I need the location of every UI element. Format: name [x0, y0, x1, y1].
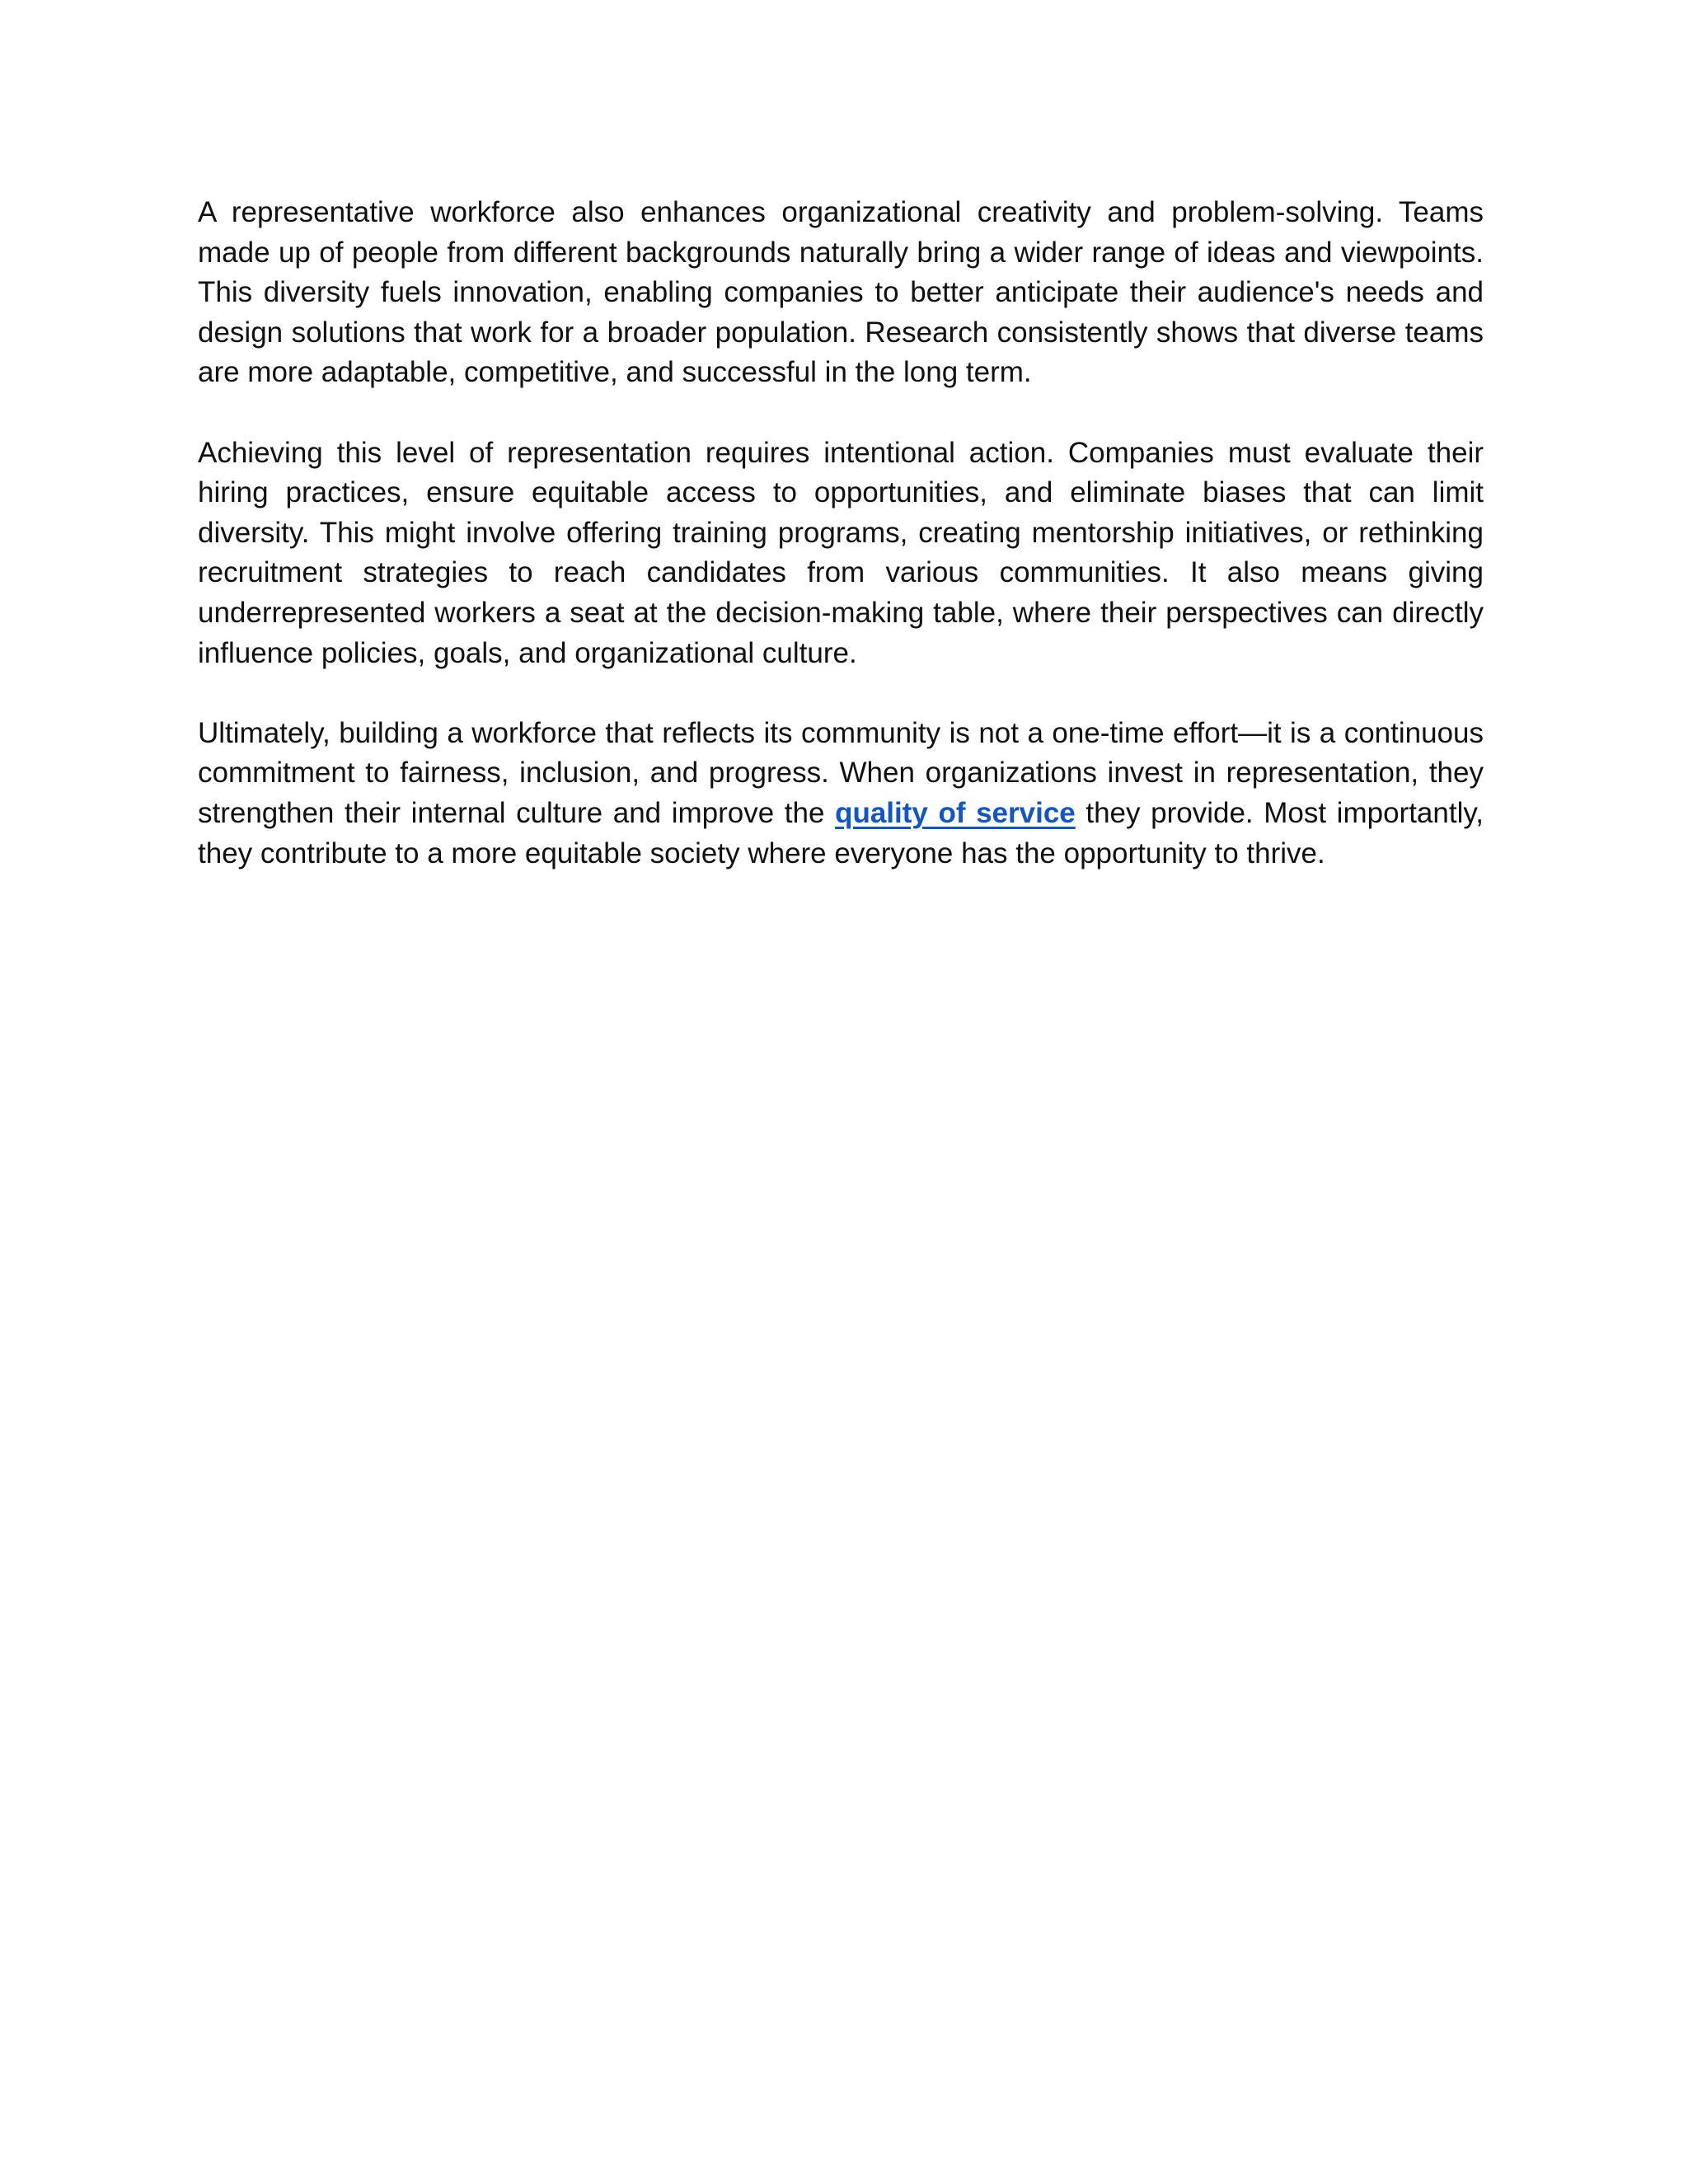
paragraph-conclusion-text-before: Ultimately, building a workforce that reflects its community is not a one-time effort—it is a continuous commitment to fairness, inclusion, and progress. When organizations invest in representation, they strengthen their internal culture and improve the — [198, 716, 1484, 829]
paragraph-conclusion-text-after: they provide. Most importantly, they contribute to a more equitable society where everyone has the opportunity to thrive. — [198, 796, 1484, 869]
paragraph-creativity: A representative workforce also enhances organizational creativity and problem-solving. Teams made up of people from different backgrounds naturally bring a wider range of ideas and viewpoints. This diversity fuels innovation, enabling companies to better anticipate their audience's needs and design solutions that work for a broader population. Research consistently shows that diverse teams are more adaptable, competitive, and successful in the long term. — [198, 196, 1484, 389]
document-body — [198, 193, 1484, 914]
paragraph-conclusion — [198, 714, 1484, 874]
paragraph-intentional-action: Achieving this level of representation requires intentional action. Companies must evaluate their hiring practices, ensure equitable access to opportunities, and eliminate biases that can limit diversity. This might involve offering training programs, creating mentorship initiatives, or rethinking recruitment strategies to reach candidates from various communities. It also means giving underrepresented workers a seat at the decision-making table, where their perspectives can directly influence policies, goals, and organizational culture. — [198, 436, 1484, 669]
quality-of-service-link[interactable]: quality of service — [835, 796, 1076, 829]
